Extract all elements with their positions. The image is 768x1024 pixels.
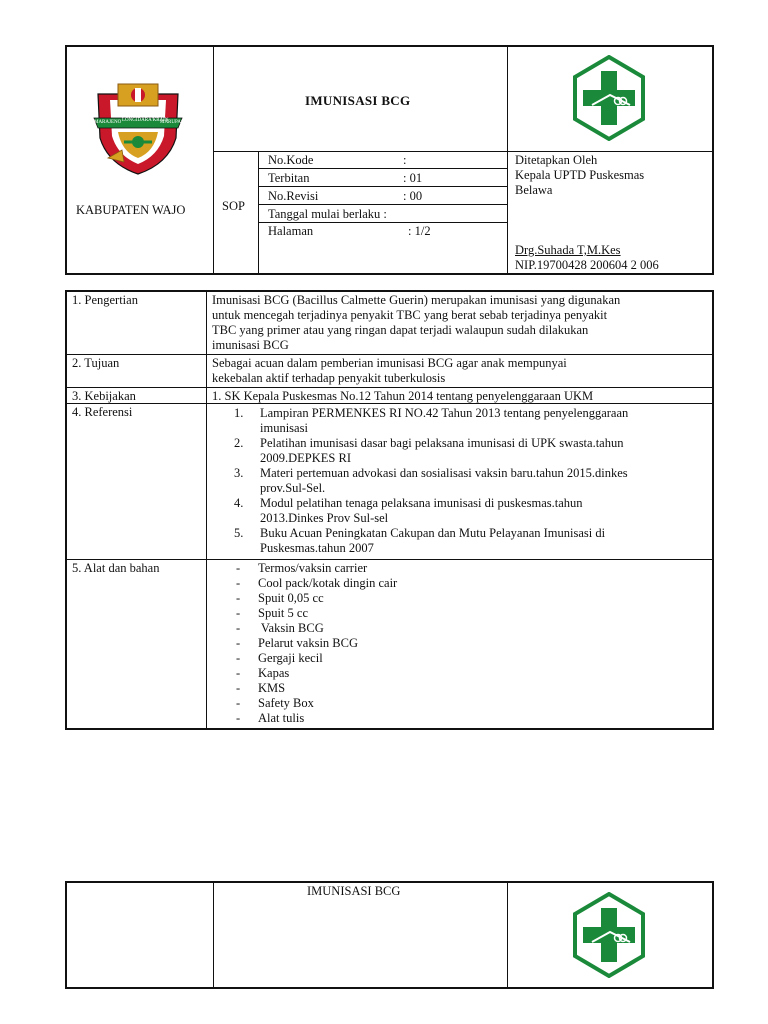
- approval-line3: Belawa: [515, 183, 553, 197]
- list-item: 5. Buku Acuan Peningkatan Cakupan dan Mutu Pelayanan Imunisasi di Puskesmas.tahun 2007: [234, 526, 606, 555]
- approval-line1: Ditetapkan Oleh: [515, 153, 598, 167]
- pengertian-line: TBC yang primer atau yang ringan dapat terjadi walaupun sudah dilakukan: [212, 323, 589, 337]
- meta-value-terbitan: : 01: [403, 171, 423, 185]
- pengertian-line: Imunisasi BCG (Bacillus Calmette Guerin) merupakan imunisasi yang digunakan: [212, 293, 621, 307]
- document-title: IMUNISASI BCG: [305, 93, 411, 108]
- list-item: - Termos/vaksin carrier: [236, 561, 368, 575]
- meta-label-kode: No.Kode: [268, 153, 314, 167]
- kebijakan-text: 1. SK Kepala Puskesmas No.12 Tahun 2014 tentang penyelenggaraan UKM: [212, 389, 594, 403]
- region-name: KABUPATEN WAJO: [76, 203, 186, 217]
- meta-label-terbitan: Terbitan: [268, 171, 310, 185]
- kabupaten-wajo-logo: [88, 78, 188, 178]
- list-item: - Gergaji kecil: [236, 651, 323, 665]
- list-item: - Spuit 0,05 cc: [236, 591, 324, 605]
- meta-label-halaman: Halaman: [268, 224, 314, 238]
- footer-title: IMUNISASI BCG: [307, 884, 401, 898]
- list-item: 4. Modul pelatihan tenaga pelaksana imunisasi di puskesmas.tahun 2013.Dinkes Prov Sul-sel: [234, 496, 583, 525]
- referensi-list: [210, 406, 628, 556]
- list-item: - Spuit 5 cc: [236, 606, 308, 620]
- tujuan-label: 2. Tujuan: [72, 356, 120, 370]
- meta-value-halaman: : 1/2: [408, 224, 431, 238]
- pengertian-label: 1. Pengertian: [72, 293, 138, 307]
- list-item: 3. Materi pertemuan advokasi dan sosialisasi vaksin baru.tahun 2015.dinkes prov.Sul-Sel.: [234, 466, 628, 495]
- list-item: - Alat tulis: [236, 711, 305, 725]
- header-divider-left: [213, 45, 214, 275]
- list-item: - Pelarut vaksin BCG: [236, 636, 358, 650]
- list-item: - Kapas: [236, 666, 290, 680]
- sop-label: SOP: [222, 199, 245, 213]
- list-item: 1. Lampiran PERMENKES RI NO.42 Tahun 2013 tentang penyelenggaraan imunisasi: [234, 406, 629, 435]
- list-item: - Safety Box: [236, 696, 314, 710]
- logo-text-top: LONGIDARA'KRAIN: [122, 118, 169, 123]
- list-item: - KMS: [236, 681, 286, 695]
- pengertian-line: untuk mencegah terjadinya penyakit TBC yang berat sebab terjadinya penyakit: [212, 308, 608, 322]
- tujuan-line: Sebagai acuan dalam pemberian imunisasi BCG agar anak mempunyai: [212, 356, 567, 370]
- content-divider: [206, 290, 207, 730]
- list-item: - Cool pack/kotak dingin cair: [236, 576, 398, 590]
- logo-text-left: MARAJENO: [94, 120, 122, 125]
- kebijakan-label: 3. Kebijakan: [72, 389, 136, 403]
- meta-value-kode: :: [403, 153, 407, 167]
- approval-nip: NIP.19700428 200604 2 006: [515, 258, 659, 272]
- puskesmas-logo: [572, 892, 646, 978]
- meta-label-revisi: No.Revisi: [268, 189, 319, 203]
- logo-text-right: MARUPASANG: [160, 120, 195, 125]
- header-divider-mid: [213, 151, 714, 152]
- puskesmas-logo: [572, 55, 646, 141]
- alat-list: [212, 561, 397, 726]
- tujuan-line: kekebalan aktif terhadap penyakit tuberkulosis: [212, 371, 446, 385]
- list-item: - Vaksin BCG: [236, 621, 324, 635]
- meta-label-tanggal: Tanggal mulai berlaku :: [268, 207, 387, 221]
- approval-line2: Kepala UPTD Puskesmas: [515, 168, 645, 182]
- pengertian-line: imunisasi BCG: [212, 338, 289, 352]
- header-divider-right: [507, 45, 508, 275]
- list-item: 2. Pelatihan imunisasi dasar bagi pelaksana imunisasi di UPK swasta.tahun 2009.DEPKES RI: [234, 436, 624, 465]
- sop-divider: [258, 151, 259, 275]
- referensi-label: 4. Referensi: [72, 405, 133, 419]
- alat-label: 5. Alat dan bahan: [72, 561, 160, 575]
- meta-value-revisi: : 00: [403, 189, 423, 203]
- approval-signer: Drg.Suhada T,M.Kes: [515, 243, 621, 257]
